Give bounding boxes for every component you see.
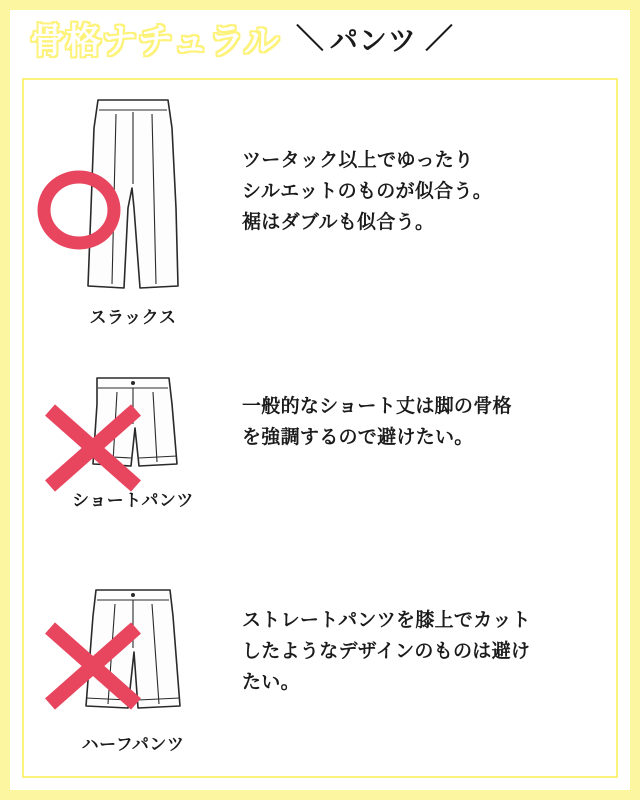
figure-label: スラックス: [89, 308, 177, 327]
slash-right-decoration: ／: [424, 23, 453, 54]
figure-label: ショートパンツ: [72, 491, 194, 510]
description-line: 裾はダブルも似合う。: [242, 211, 435, 233]
cross-mark-icon: [38, 616, 148, 716]
figure-half-pants: [24, 580, 242, 760]
figure-short-pants: [24, 368, 242, 528]
figure-label: ハーフパンツ: [81, 735, 185, 754]
description-line: したようなデザインのものは避け: [242, 640, 531, 662]
page-title: 骨格ナチュラル: [30, 22, 280, 61]
description-line: ストレートパンツを膝上でカット: [242, 610, 531, 631]
description-short-pants: [242, 368, 616, 528]
figure-slacks: [24, 88, 242, 338]
description-half-pants: [242, 580, 616, 760]
cross-mark-icon: [38, 398, 148, 498]
list-item: [24, 368, 616, 528]
description-line: たい。: [242, 671, 300, 693]
description-line: シルエットのものが似合う。: [242, 180, 493, 202]
circle-mark-icon: [34, 166, 124, 254]
description-slacks: [242, 88, 616, 338]
page-subtitle: パンツ: [329, 25, 417, 56]
description-line: を強調するので避けたい。: [242, 426, 474, 448]
list-item: [24, 88, 616, 338]
slash-left-decoration: ＼: [295, 23, 324, 54]
description-line: ツータック以上でゆったり: [242, 150, 474, 171]
description-line: 一般的なショート丈は脚の骨格: [242, 396, 512, 417]
content-card: [22, 78, 618, 778]
page-header: [0, 0, 640, 78]
list-item: [24, 580, 616, 760]
